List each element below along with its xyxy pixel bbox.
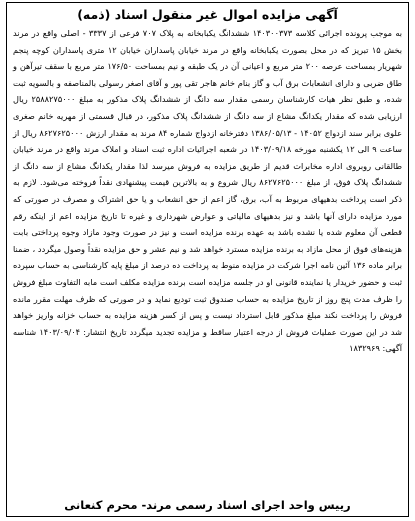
- auction-notice: [6, 2, 409, 517]
- notice-signature: رییس واحد اجرای اسناد رسمی مرند- محرم کنعانی: [64, 498, 351, 512]
- notice-title: آگهی مزایده اموال غیر منقول اسناد (ذمه): [77, 7, 338, 22]
- notice-body: به موجب پرونده اجرائی کلاسه ۱۴۰۳۰۰۳۷۳ ششدانگ یکبابخانه به پلاک ۷۰۷ فرعی از ۳۳۳۷ - اصلی واقع در مرند بخش ۱۵ تبریز که در محل بصورت یکبابخانه واقع در مرند خیابان پاسداران خیابان ۱۲ متری پاسداران کوچه پنجم شهریار بمساحت عرصه ۲۰۰ متر مربع و اعیانی آن در یک طبقه و نیم بمساحت ۱۷۶/۵۰ متر مربع با سقف تیرآهن و طاق ضربی و دارای انشعابات برق آب و گاز بنام خانم هاجر تقی پور و آقای اصغر رسولی بالمناصفه و بالسویه ثبت شده، و طبق نظر هیات کارشناسان رسمی مقدار سه دانگ از ششدانگ پلاک مذکور به مبلغ ۲۵۸۸۲۷۵۰۰۰ ریال ارزیابی شده که مقدار یکدانگ مشاع از سه دانگ از ششدانگ پلاک مذکور، در قبال قسمتی از مهریه خانم صغری علوی برابر سند ازدواج ۱۴۰۵۲ - ۱۳۸۶/۰۵/۱۳ دفترخانه ازدواج شماره ۸۴ مرند به مقدار ارزش ۸۶۲۷۶۲۵۰۰۰ ریال از ساعت ۹ الی ۱۲ یکشنبه مورخه ۱۴۰۳/۰۹/۱۸ در شعبه اجرائیات اداره ثبت اسناد و املاک مرند واقع در مرند خیابان طالقانی روبروی اداره مخابرات قدیم از طریق مزایده به فروش میرسد لذا مقدار یکدانگ مشاع از سه دانگ از ششدانگ پلاک فوق، از مبلغ ۸۶۲۷۶۲۵۰۰۰ ریال شروع و به بالاترین قیمت پیشنهادی نقداً فروخته می‌شود. لازم به ذکر است پرداخت بدهیهای مربوط به آب، برق، گاز اعم از حق انشعاب و یا حق اشتراک و مصرف در صورتی که مورد مزایده دارای آنها باشد و نیز بدهیهای مالیاتی و عوارض شهرداری و غیره تا تاریخ مزایده اعم از اینکه رقم قطعی آن معلوم شده یا نشده باشد به عهده برنده مزایده است و نیز در صورت وجود مازاد وجوه پرداختی بابت هزینه‌های فوق از محل مازاد به برنده مزایده مسترد خواهد شد و نیم عشر و حق مزایده نقداً وصول میگردد ، ضمنا برابر ماده ۱۳۶ آئین نامه اجرا شرکت در مزایده منوط به پرداخت ده درصد از مبلغ پایه کارشناسی به حساب سپرده ثبت و حضور خریدار یا نماینده قانونی او در جلسه مزایده است برنده مزایده مکلف است مابه التفاوت مبلغ فروش را ظرف مدت پنج روز از تاریخ مزایده به حساب صندوق ثبت تودیع نماید و در صورتی که ظرف مهلت مقرر مانده فروش را پرداخت نکند مبلغ مذکور قابل استرداد نیست و پس از کسر هزینه مزایده به حساب خزانه واریز خواهد شد در این صورت عملیات فروش از درجه اعتبار ساقط و مزایده تجدید میگردد تاریخ انتشار: ۱۴۰۳/۰۹/۰۴ شناسه آگهی: ۱۸۳۲۹۶۹: [13, 28, 403, 354]
